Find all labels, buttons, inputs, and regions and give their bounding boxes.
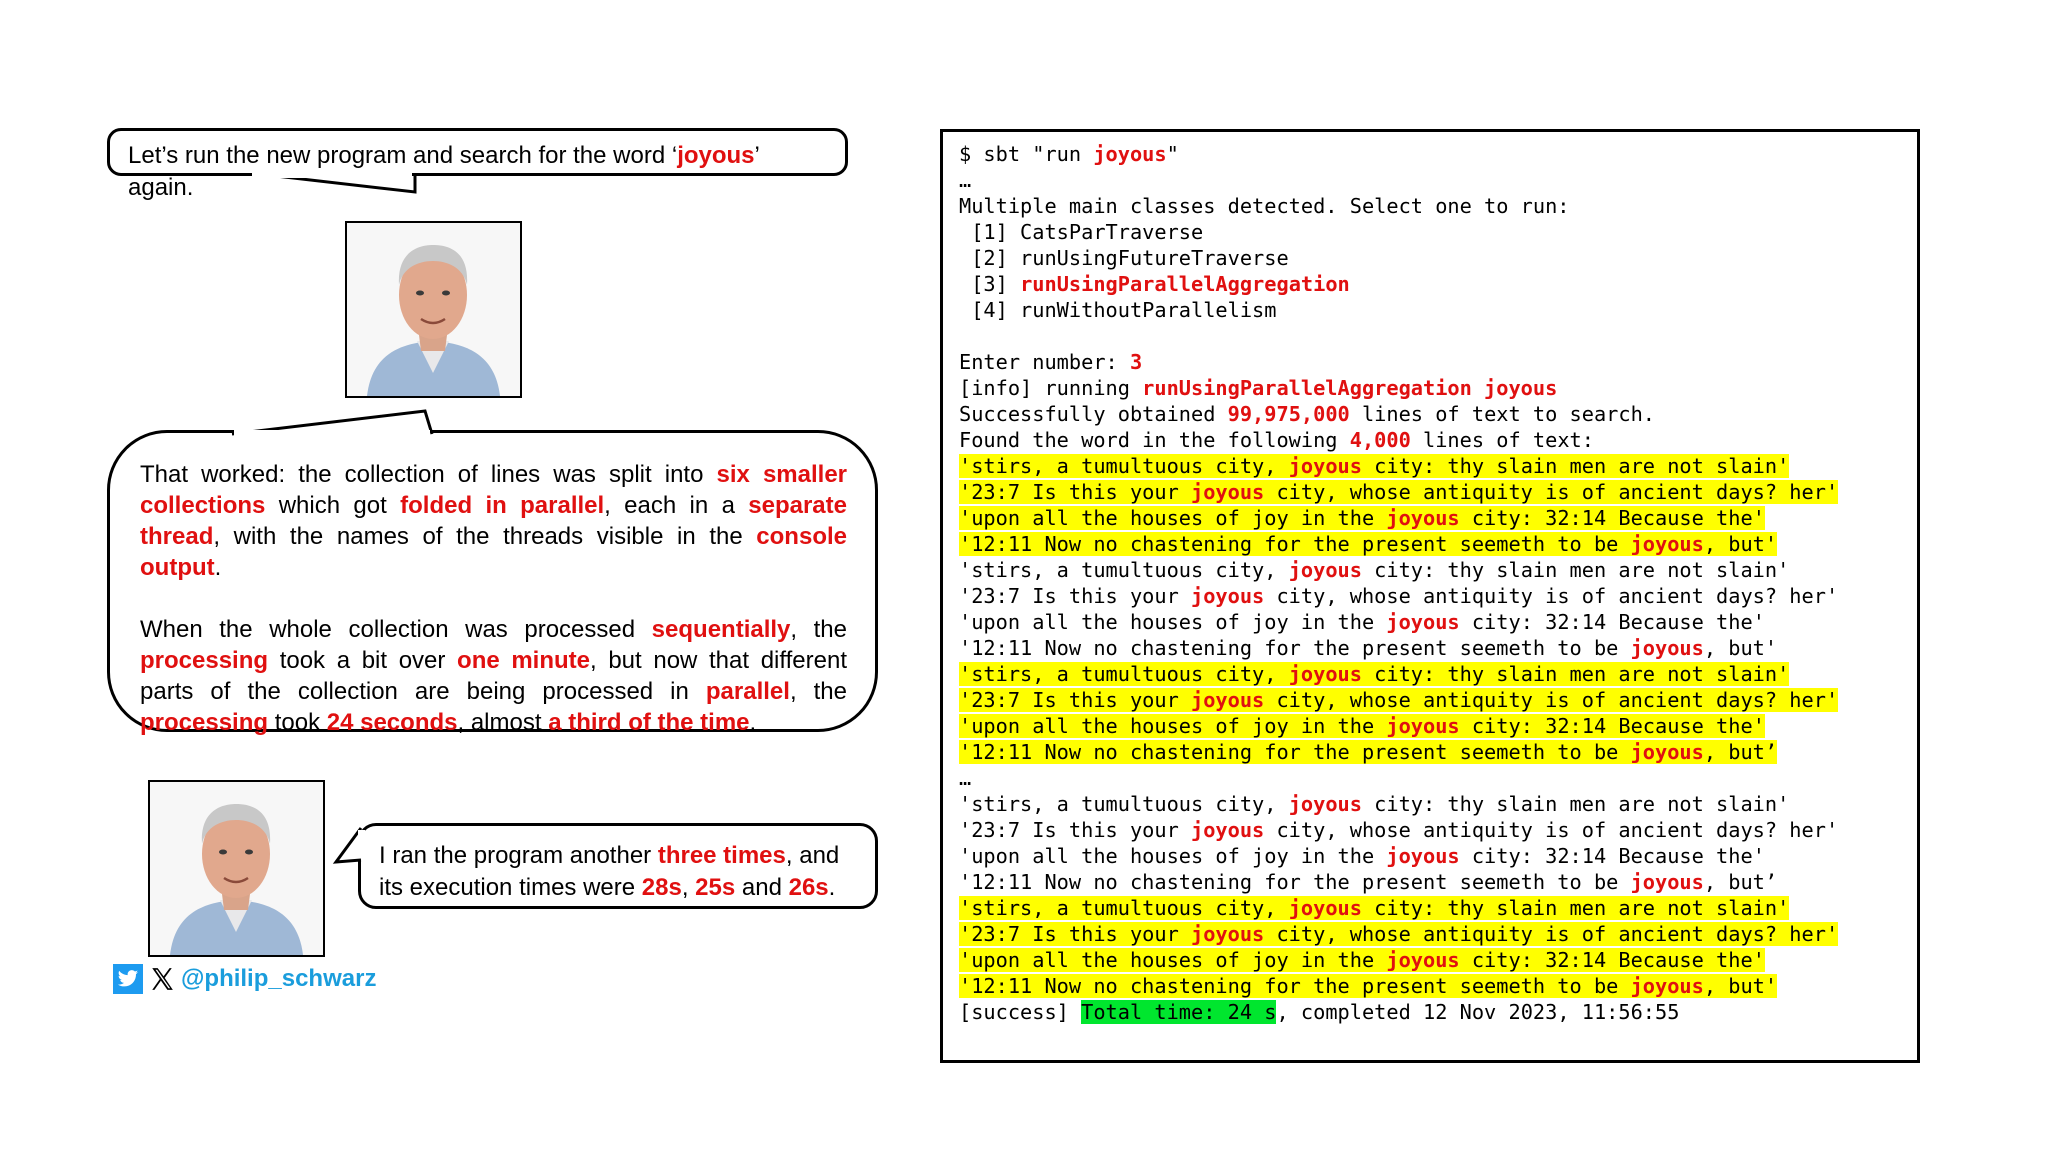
console-emphasis: joyous xyxy=(1288,558,1362,582)
console-text: , but' xyxy=(1703,636,1778,660)
emphasis-text: one minute xyxy=(457,647,591,674)
social-handle[interactable] xyxy=(113,963,376,995)
console-text: , completed 12 Nov 2023, 11:56:55 xyxy=(1276,1000,1680,1024)
body-text: When the whole collection was processed xyxy=(140,616,652,643)
console-emphasis: joyous xyxy=(1288,896,1362,920)
console-text: , but’ xyxy=(1703,740,1778,764)
console-text: city: 32:14 Because the' xyxy=(1459,844,1765,868)
console-text: city, whose antiquity is of ancient days? her' xyxy=(1264,922,1839,946)
console-line xyxy=(959,947,1901,973)
console-emphasis: joyous xyxy=(1630,870,1704,894)
console-emphasis: joyous xyxy=(1288,662,1362,686)
console-emphasis: joyous xyxy=(1288,454,1362,478)
console-line xyxy=(959,427,1901,453)
console-text: 'stirs, a tumultuous city, xyxy=(959,662,1289,686)
console-text: 'upon all the houses of joy in the xyxy=(959,610,1387,634)
console-emphasis: 99,975,000 xyxy=(1227,402,1350,426)
console-text: lines of text to search. xyxy=(1349,402,1656,426)
console-line xyxy=(959,167,1901,193)
console-emphasis: 4,000 xyxy=(1349,428,1411,452)
console-line xyxy=(959,479,1901,505)
console-text: " xyxy=(1166,142,1179,166)
body-text: and xyxy=(735,874,789,901)
console-line xyxy=(959,193,1901,219)
console-emphasis: joyous xyxy=(1191,922,1265,946)
console-emphasis: joyous xyxy=(1630,532,1704,556)
console-text: '23:7 Is this your xyxy=(959,480,1191,504)
console-text: [4] runWithoutParallelism xyxy=(959,298,1277,322)
emphasis-text: processing xyxy=(140,709,269,736)
console-text: city: 32:14 Because the' xyxy=(1459,948,1765,972)
console-text: city: thy slain men are not slain' xyxy=(1361,896,1790,920)
console-text: [2] runUsingFutureTraverse xyxy=(959,246,1289,270)
console-text: '23:7 Is this your xyxy=(959,584,1191,608)
emphasis-text: parallel xyxy=(705,678,790,705)
body-text: . xyxy=(214,554,222,581)
total-time-badge: Total time: 24 s xyxy=(1081,1000,1277,1024)
console-text: , but’ xyxy=(1703,870,1778,894)
emphasis-text: a third of the time xyxy=(548,709,750,736)
console-text: , but' xyxy=(1703,532,1778,556)
console-text: '12:11 Now no chastening for the present seemeth to be xyxy=(959,740,1631,764)
console-line xyxy=(959,557,1901,583)
console-emphasis: joyous xyxy=(1386,506,1460,530)
console-text xyxy=(959,324,971,348)
console-line xyxy=(959,791,1901,817)
console-emphasis: joyous xyxy=(1191,480,1265,504)
console-line xyxy=(959,635,1901,661)
console-emphasis: joyous xyxy=(1191,818,1265,842)
console-text: 'upon all the houses of joy in the xyxy=(959,844,1387,868)
console-line xyxy=(959,661,1901,687)
console-output xyxy=(940,129,1920,1063)
console-text: 'upon all the houses of joy in the xyxy=(959,506,1387,530)
console-text: Successfully obtained xyxy=(959,402,1228,426)
console-emphasis: joyous xyxy=(1191,584,1265,608)
console-emphasis: joyous xyxy=(1386,610,1460,634)
console-text: '23:7 Is this your xyxy=(959,818,1191,842)
console-text: , but' xyxy=(1703,974,1778,998)
console-line xyxy=(959,271,1901,297)
console-emphasis: joyous xyxy=(1630,636,1704,660)
body-text: , but now that different parts of the collection are being processed in xyxy=(140,647,847,705)
console-line xyxy=(959,245,1901,271)
console-text: 'stirs, a tumultuous city, xyxy=(959,896,1289,920)
console-text: [3] xyxy=(959,272,1021,296)
console-emphasis: runUsingParallelAggregation joyous xyxy=(1142,376,1558,400)
console-line xyxy=(959,401,1901,427)
console-text: … xyxy=(959,168,972,192)
console-line xyxy=(959,297,1901,323)
console-line xyxy=(959,895,1901,921)
console-line xyxy=(959,713,1901,739)
console-text: '12:11 Now no chastening for the present seemeth to be xyxy=(959,532,1631,556)
console-text: 'upon all the houses of joy in the xyxy=(959,948,1387,972)
console-line xyxy=(959,375,1901,401)
body-text: . xyxy=(828,874,836,901)
console-emphasis: joyous xyxy=(1386,844,1460,868)
console-text: Enter number: xyxy=(959,350,1130,374)
console-text: 'stirs, a tumultuous city, xyxy=(959,454,1289,478)
emphasis-text: 26s xyxy=(788,874,829,901)
body-text: I ran the program another xyxy=(379,842,658,869)
emphasis-text: three times xyxy=(657,842,786,869)
console-line xyxy=(959,973,1901,999)
console-text: city, whose antiquity is of ancient days? her' xyxy=(1264,584,1839,608)
console-text: city, whose antiquity is of ancient days? her' xyxy=(1264,688,1839,712)
console-text: 'upon all the houses of joy in the xyxy=(959,714,1387,738)
emphasis-text: processing xyxy=(140,647,269,674)
console-text: '12:11 Now no chastening for the present seemeth to be xyxy=(959,636,1631,660)
console-emphasis: joyous xyxy=(1386,948,1460,972)
console-emphasis: 3 xyxy=(1129,350,1143,374)
twitter-bird-icon xyxy=(113,964,143,994)
body-text: took a bit over xyxy=(268,647,458,674)
console-line xyxy=(959,869,1901,895)
console-text: Found the word in the following xyxy=(959,428,1350,452)
console-line xyxy=(959,583,1901,609)
body-text: , with the names of the threads visible in the xyxy=(213,523,757,550)
emphasis-text: sequentially xyxy=(651,616,791,643)
console-text: city, whose antiquity is of ancient days? her' xyxy=(1264,480,1839,504)
console-line xyxy=(959,843,1901,869)
console-emphasis: joyous xyxy=(1288,792,1362,816)
console-text: … xyxy=(959,766,972,790)
body-text: That worked: the collection of lines was split into xyxy=(140,461,717,488)
console-line xyxy=(959,739,1901,765)
console-line xyxy=(959,141,1901,167)
console-text: $ sbt "run xyxy=(959,142,1094,166)
console-text: Multiple main classes detected. Select one to run: xyxy=(959,194,1570,218)
console-line xyxy=(959,349,1901,375)
console-emphasis: joyous xyxy=(1386,714,1460,738)
console-emphasis: joyous xyxy=(1630,974,1704,998)
emphasis-text: console output xyxy=(140,523,847,581)
console-text: city, whose antiquity is of ancient days? her' xyxy=(1264,818,1839,842)
console-text: [success] xyxy=(959,1000,1082,1024)
console-line xyxy=(959,323,1901,349)
console-text: city: thy slain men are not slain' xyxy=(1361,662,1790,686)
console-text: 'stirs, a tumultuous city, xyxy=(959,558,1289,582)
console-text: '23:7 Is this your xyxy=(959,688,1191,712)
console-text: [1] CatsParTraverse xyxy=(959,220,1204,244)
console-text: city: 32:14 Because the' xyxy=(1459,714,1765,738)
console-text: 'stirs, a tumultuous city, xyxy=(959,792,1289,816)
console-line xyxy=(959,219,1901,245)
emphasis-text: separate thread xyxy=(140,492,847,550)
console-text: city: thy slain men are not slain' xyxy=(1361,454,1790,478)
console-emphasis: joyous xyxy=(1093,142,1167,166)
console-text: city: 32:14 Because the' xyxy=(1459,610,1765,634)
console-emphasis: runUsingParallelAggregation xyxy=(1020,272,1350,296)
console-text: [info] running xyxy=(959,376,1143,400)
console-line xyxy=(959,531,1901,557)
emphasis-text: folded in parallel xyxy=(400,492,605,519)
emphasis-text: 25s xyxy=(695,874,736,901)
console-text: city: 32:14 Because the' xyxy=(1459,506,1765,530)
body-text: , the xyxy=(789,678,848,705)
console-line xyxy=(959,817,1901,843)
console-line xyxy=(959,453,1901,479)
console-emphasis: joyous xyxy=(1630,740,1704,764)
console-text: '12:11 Now no chastening for the present seemeth to be xyxy=(959,974,1631,998)
console-text: '23:7 Is this your xyxy=(959,922,1191,946)
console-line xyxy=(959,505,1901,531)
handle-text: @philip_schwarz xyxy=(181,965,377,992)
console-line xyxy=(959,765,1901,791)
console-line xyxy=(959,687,1901,713)
body-text: , the xyxy=(790,616,847,643)
console-line xyxy=(959,999,1901,1025)
bubble1-post: ’ again. xyxy=(128,142,759,202)
console-emphasis: joyous xyxy=(1191,688,1265,712)
console-text: '12:11 Now no chastening for the present seemeth to be xyxy=(959,870,1631,894)
console-text: city: thy slain men are not slain' xyxy=(1361,558,1790,582)
body-text: , almost xyxy=(457,709,549,736)
emphasis-text: six smaller collections xyxy=(140,461,848,519)
console-text: city: thy slain men are not slain' xyxy=(1361,792,1790,816)
emphasis-text: 28s xyxy=(641,874,682,901)
bubble1-keyword: joyous xyxy=(677,142,755,169)
body-text: which got xyxy=(265,492,401,519)
bubble1-pre: Let’s run the new program and search for the word ‘ xyxy=(128,142,678,169)
console-line xyxy=(959,609,1901,635)
console-line xyxy=(959,921,1901,947)
console-text: lines of text: xyxy=(1410,428,1594,452)
emphasis-text: 24 seconds xyxy=(326,709,458,736)
body-text: , xyxy=(681,874,696,901)
body-text: , each in a xyxy=(604,492,749,519)
x-logo-icon xyxy=(147,964,177,994)
body-text: took xyxy=(268,709,327,736)
body-text: . xyxy=(749,709,757,736)
body-text: , and its execution times were xyxy=(379,842,840,901)
